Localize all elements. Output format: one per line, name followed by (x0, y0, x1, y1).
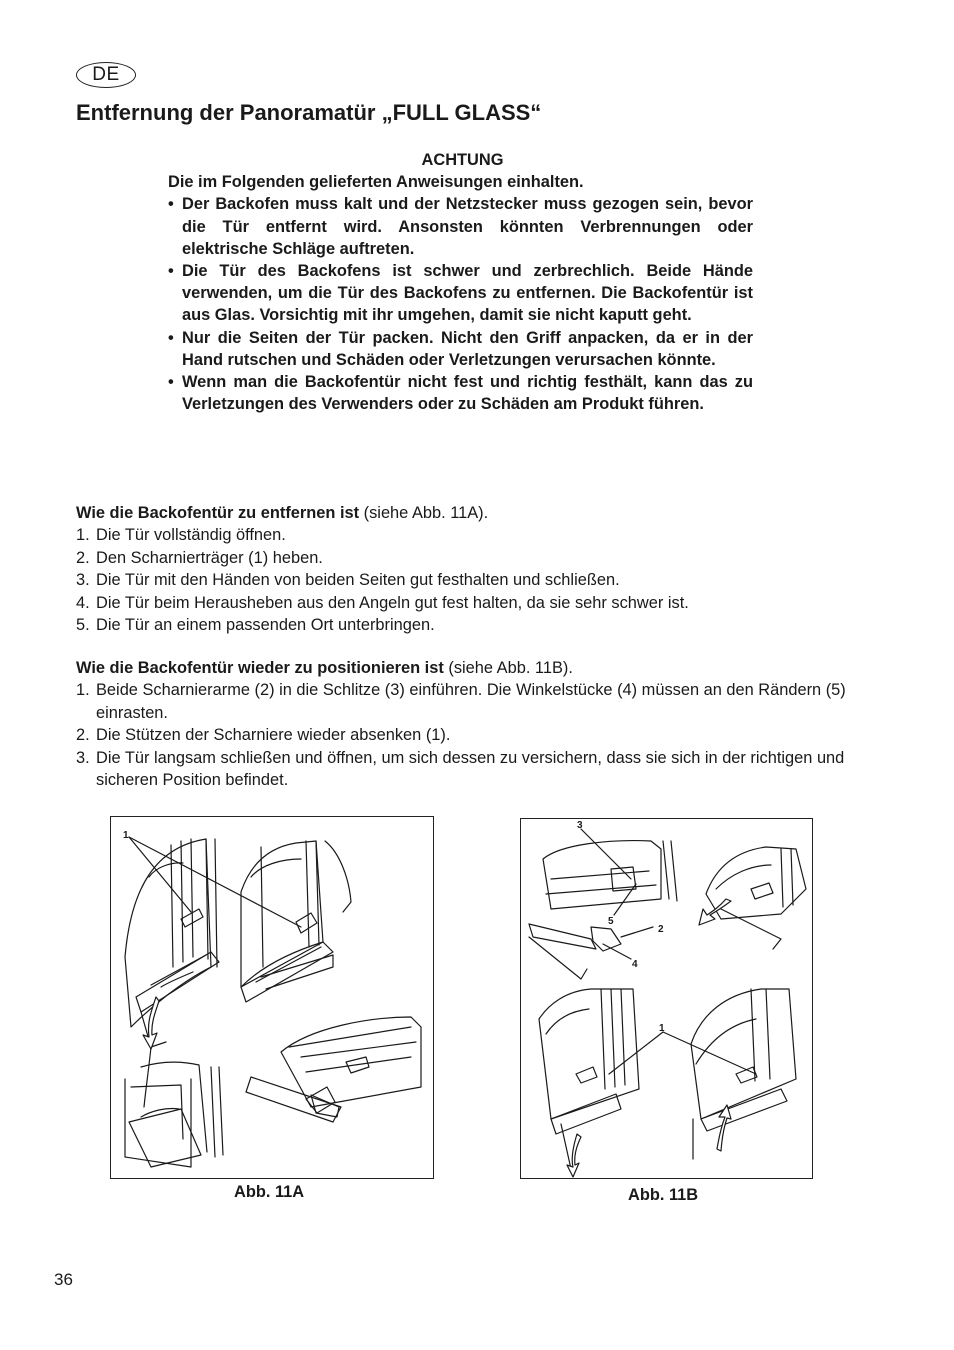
callout-label: 1 (123, 830, 129, 841)
page-number: 36 (54, 1270, 73, 1289)
reposition-steps (76, 679, 856, 791)
warning-item (168, 193, 753, 260)
oven-hinge-drawing (241, 841, 351, 1002)
warning-intro: Die im Folgenden gelieferten Anweisungen einhalten. (168, 173, 584, 192)
callout-label: 3 (577, 820, 583, 831)
down-arrow-icon (143, 997, 159, 1049)
oven-hinge-drawing (691, 989, 796, 1159)
down-arrow-icon (567, 1134, 581, 1177)
step-text: Die Tür mit den Händen von beiden Seiten gut festhalten und schließen. (96, 571, 620, 590)
warning-item-text: Die Tür des Backofens ist schwer und zerbrechlich. Beide Hände verwenden, um die Tür des Backofens zu entfernen. Die Backofentür ist aus Glas. Vorsichtig mit ihr umgehen, damit sie nicht kaputt geht. (182, 262, 753, 325)
step-text: Die Tür an einem passenden Ort unterbringen. (96, 616, 435, 635)
warning-item-text: Der Backofen muss kalt und der Netzstecker muss gezogen sein, bevor die Tür entfernt wird. Ansonsten könnten Verbrennungen oder elektrische Schläge auftreten. (182, 195, 753, 258)
reposition-heading (76, 657, 856, 679)
step-text: Beide Scharnierarme (2) in die Schlitze (3) einführen. Die Winkelstücke (4) müssen an den Rändern (5) einrasten. (96, 681, 846, 722)
warning-box (168, 149, 753, 415)
callout-label: 2 (658, 924, 664, 935)
callout-label: 1 (659, 1023, 665, 1034)
step-number: 3. (76, 748, 90, 767)
language-badge: DE (76, 62, 136, 88)
step-item (76, 724, 856, 746)
bullet-icon: • (168, 262, 174, 281)
step-number: 5. (76, 616, 90, 635)
remove-section (76, 502, 866, 636)
step-text: Die Tür beim Herausheben aus den Angeln gut fest halten, da sie sehr schwer ist. (96, 593, 689, 612)
step-text: Den Scharnierträger (1) heben. (96, 548, 323, 567)
bullet-icon: • (168, 195, 174, 214)
warning-item (168, 260, 753, 327)
callout-leader-lines (581, 829, 756, 1074)
reposition-section (76, 657, 856, 791)
figure-11a (110, 816, 434, 1179)
step-item (76, 679, 856, 724)
step-item (76, 547, 866, 569)
step-text: Die Tür langsam schließen und öffnen, um sich dessen zu versichern, dass sie sich in der richtigen und sicheren Position befindet. (96, 748, 845, 790)
callout-label: 5 (608, 916, 614, 927)
figure-11a-illustration (111, 817, 433, 1178)
step-number: 2. (76, 548, 90, 567)
page-title: Entfernung der Panoramatür „FULL GLASS“ (76, 100, 542, 125)
step-text: Die Tür vollständig öffnen. (96, 526, 286, 545)
oven-hinge-drawing (706, 847, 806, 949)
remove-heading-ref: (siehe Abb. 11A). (359, 504, 489, 522)
warning-item (168, 327, 753, 371)
step-number: 2. (76, 726, 90, 745)
warning-item-text: Nur die Seiten der Tür packen. Nicht den Griff anpacken, da er in der Hand rutschen und Schäden oder Verletzungen verursachen könnte. (182, 328, 753, 369)
step-item (76, 747, 856, 792)
oven-hinge-drawing (529, 841, 677, 979)
oven-hinge-drawing (246, 1017, 421, 1122)
callout-label: 4 (632, 959, 638, 970)
step-number: 3. (76, 571, 90, 590)
step-item (76, 569, 866, 591)
warning-item (168, 371, 753, 415)
reposition-heading-bold: Wie die Backofentür wieder zu positionieren ist (76, 659, 444, 677)
figure-11a-caption: Abb. 11A (234, 1183, 305, 1201)
remove-steps (76, 524, 866, 636)
figure-11b-illustration (521, 819, 812, 1178)
oven-hinge-drawing (539, 989, 639, 1169)
warning-item-text: Wenn man die Backofentür nicht fest und richtig festhält, kann das zu Verletzungen des Verwenders oder zu Schäden am Produkt führen. (182, 373, 753, 414)
warning-heading: ACHTUNG (421, 151, 504, 169)
remove-heading (76, 502, 866, 524)
step-item (76, 524, 866, 546)
warning-list (168, 193, 753, 415)
step-item (76, 592, 866, 614)
reposition-heading-ref: (siehe Abb. 11B). (443, 659, 573, 677)
bullet-icon: • (168, 328, 174, 347)
oven-hinge-drawing (125, 839, 219, 1107)
step-item (76, 614, 866, 636)
bullet-icon: • (168, 373, 174, 392)
step-text: Die Stützen der Scharniere wieder absenken (1). (96, 726, 451, 745)
remove-heading-bold: Wie die Backofentür zu entfernen ist (76, 504, 360, 522)
figure-11b (520, 818, 813, 1179)
step-number: 1. (76, 526, 90, 545)
step-number: 4. (76, 593, 90, 612)
step-number: 1. (76, 681, 90, 700)
oven-hinge-drawing (125, 1062, 223, 1167)
figure-11b-caption: Abb. 11B (628, 1186, 699, 1204)
